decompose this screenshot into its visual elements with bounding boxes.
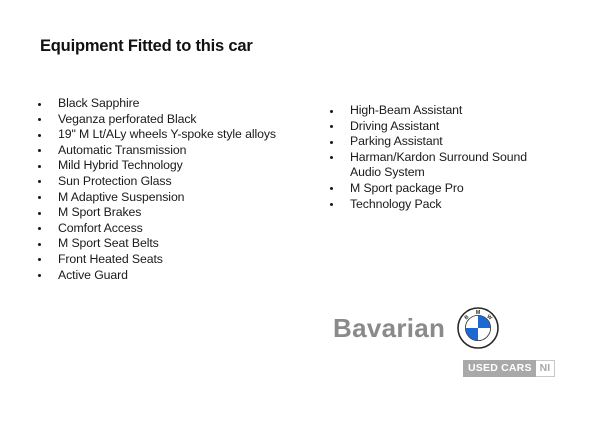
list-item: Mild Hybrid Technology [38, 158, 308, 174]
list-item: Active Guard [38, 268, 308, 284]
list-item: Sun Protection Glass [38, 174, 308, 190]
page-title: Equipment Fitted to this car [40, 37, 253, 55]
list-item: 19" M Lt/ALy wheels Y-spoke style alloys [38, 127, 308, 143]
badge-label: USED CARS [463, 360, 536, 377]
bmw-letter-w: W [485, 313, 494, 322]
list-item: M Sport Seat Belts [38, 236, 308, 252]
list-item: High-Beam Assistant [330, 103, 530, 119]
list-item: Harman/Kardon Surround Sound Audio System [330, 150, 530, 181]
dealer-name: Bavarian [333, 312, 446, 343]
used-cars-badge [463, 360, 555, 377]
list-item: Comfort Access [38, 221, 308, 237]
equipment-list-left [38, 96, 308, 283]
dealer-brand [333, 307, 499, 349]
list-item: Driving Assistant [330, 119, 530, 135]
list-item: Front Heated Seats [38, 252, 308, 268]
bmw-roundel-icon [457, 307, 499, 349]
list-item: Technology Pack [330, 197, 530, 213]
list-item: Automatic Transmission [38, 143, 308, 159]
list-item: Black Sapphire [38, 96, 308, 112]
bmw-letter-m: M [476, 309, 481, 316]
equipment-list-right [330, 103, 530, 212]
list-item: Parking Assistant [330, 134, 530, 150]
badge-region: NI [536, 360, 556, 377]
bmw-letter-b: B [463, 314, 471, 322]
list-item: Veganza perforated Black [38, 112, 308, 128]
list-item: M Sport Brakes [38, 205, 308, 221]
list-item: M Adaptive Suspension [38, 190, 308, 206]
list-item: M Sport package Pro [330, 181, 530, 197]
